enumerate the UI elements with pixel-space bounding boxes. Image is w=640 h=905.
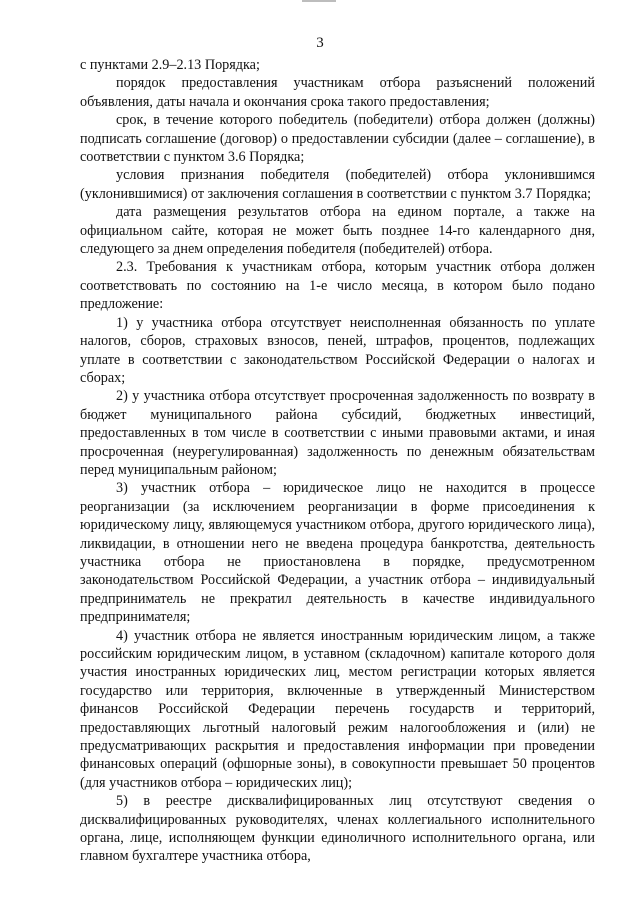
list-item-2: 2) у участника отбора отсутствует просроченная задолженность по возврату в бюджет муниципального района субсидий, бюджетных инвестиций, предоставленных в том числе в соответствии с иными правовыми актами, и иная просроченная (неурегулированная) задолженность по денежным обязательствам перед муниципальным районом; xyxy=(80,388,595,478)
list-item-5: 5) в реестре дисквалифицированных лиц отсутствуют сведения о дисквалифицированных руководителях, членах коллегиального исполнительного органа, лице, исполняющем функции единоличного исполнительного органа, или главном бухгалтере участника отбора, xyxy=(80,793,595,865)
document-body xyxy=(80,56,595,866)
page-number: 3 xyxy=(316,35,324,51)
paragraph: условия признания победителя (победителей) отбора уклонившимся (уклонившимися) от заключения соглашения в соответствии с пунктом 3.7 Порядка; xyxy=(80,167,595,202)
list-item-4: 4) участник отбора не является иностранным юридическим лицом, а также российским юридическим лицом, в уставном (складочном) капитале которого доля участия иностранных юридических лиц, местом регистрации которых является государство или территория, включенные в утвержденный Министерством финансов Российской Федерации перечень государств и территорий, предоставляющих льготный налоговый режим налогообложения и (или) не предусматривающих раскрытия и предоставления информации при проведении финансовых операций (офшорные зоны), в совокупности превышает 50 процентов (для участников отбора – юридических лиц); xyxy=(80,627,595,791)
paragraph-section-2-3: 2.3. Требования к участникам отбора, которым участник отбора должен соответствовать по состоянию на 1-е число месяца, в котором было подано предложение: xyxy=(80,259,595,313)
paragraph: дата размещения результатов отбора на едином портале, а также на официальном сайте, которая не может быть позднее 14-го календарного дня, следующего за днем определения победителя (победителей) отбора. xyxy=(80,204,595,258)
scan-top-mark xyxy=(302,0,336,2)
list-item-1: 1) у участника отбора отсутствует неисполненная обязанность по уплате налогов, сборов, страховых взносов, пеней, штрафов, процентов, подлежащих уплате в соответствии с законодательством Российской Федерации о налогах и сборах; xyxy=(80,314,595,386)
paragraph: с пунктами 2.9–2.13 Порядка; xyxy=(80,57,260,73)
list-item-3: 3) участник отбора – юридическое лицо не находится в процессе реорганизации (за исключением реорганизации в форме присоединения к юридическому лицу, являющемуся участником отбора, другого юридического лица), ликвидации, в отношении него не введена процедура банкротства, деятельность участника отбора не приостановлена в порядке, предусмотренном законодательством Российской Федерации, а участник отбора – индивидуальный предприниматель не прекратил деятельность в качестве индивидуального предпринимателя; xyxy=(80,480,595,626)
paragraph: срок, в течение которого победитель (победители) отбора должен (должны) подписать соглашение (договор) о предоставлении субсидии (далее – соглашение), в соответствии с пунктом 3.6 Порядка; xyxy=(80,112,595,166)
paragraph: порядок предоставления участникам отбора разъяснений положений объявления, даты начала и окончания срока такого предоставления; xyxy=(80,75,595,110)
